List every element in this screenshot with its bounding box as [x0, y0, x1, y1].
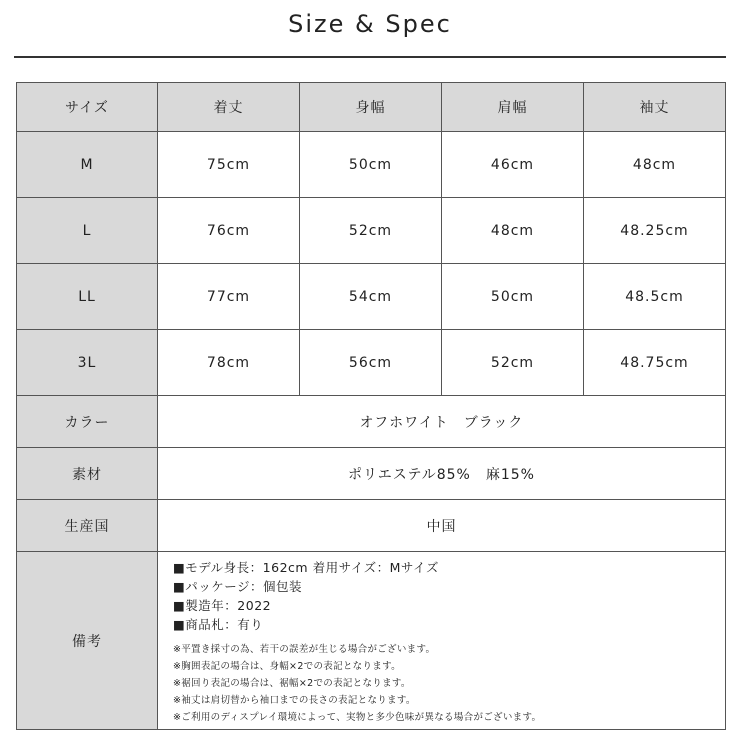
page-title: Size & Spec — [288, 10, 452, 38]
small-note: ※袖丈は肩切替から袖口までの長さの表記となります。 — [173, 695, 416, 706]
notes-content — [158, 552, 726, 730]
origin-value: 中国 — [158, 500, 726, 552]
sleeve-cell: 48.75cm — [584, 330, 726, 396]
table-row — [17, 264, 726, 330]
length-cell: 75cm — [158, 132, 300, 198]
width-cell: 52cm — [300, 198, 442, 264]
color-value: オフホワイト ブラック — [158, 396, 726, 448]
length-cell: 77cm — [158, 264, 300, 330]
material-row — [17, 448, 726, 500]
note-line-year: ■製造年：2022 — [173, 598, 272, 613]
title-divider — [14, 56, 726, 58]
note-line-tag: ■商品札：有り — [173, 617, 264, 632]
table-row — [17, 330, 726, 396]
table-row — [17, 132, 726, 198]
notes-row — [17, 552, 726, 730]
small-note: ※平置き採寸の為、若干の誤差が生じる場合がございます。 — [173, 644, 436, 655]
note-line-model: ■モデル身長：162cm 着用サイズ：Mサイズ — [173, 560, 439, 575]
header-cell-width: 身幅 — [300, 83, 442, 132]
notes-label: 備考 — [17, 552, 158, 730]
table-header-row — [17, 83, 726, 132]
shoulder-cell: 46cm — [442, 132, 584, 198]
origin-row — [17, 500, 726, 552]
size-label-cell: L — [17, 198, 158, 264]
table-row — [17, 198, 726, 264]
size-label-cell: 3L — [17, 330, 158, 396]
small-note: ※胸囲表記の場合は、身幅×2での表記となります。 — [173, 661, 401, 672]
sleeve-cell: 48cm — [584, 132, 726, 198]
shoulder-cell: 50cm — [442, 264, 584, 330]
width-cell: 56cm — [300, 330, 442, 396]
header-cell-length: 着丈 — [158, 83, 300, 132]
small-note: ※裾回り表記の場合は、裾幅×2での表記となります。 — [173, 678, 411, 689]
shoulder-cell: 52cm — [442, 330, 584, 396]
color-label: カラー — [17, 396, 158, 448]
size-spec-table — [16, 82, 726, 730]
sleeve-cell: 48.5cm — [584, 264, 726, 330]
length-cell: 78cm — [158, 330, 300, 396]
sleeve-cell: 48.25cm — [584, 198, 726, 264]
size-label-cell: LL — [17, 264, 158, 330]
small-note: ※ご利用のディスプレイ環境によって、実物と多少色味が異なる場合がございます。 — [173, 712, 542, 723]
header-cell-size: サイズ — [17, 83, 158, 132]
header-cell-shoulder: 肩幅 — [442, 83, 584, 132]
material-value: ポリエステル85% 麻15% — [158, 448, 726, 500]
material-label: 素材 — [17, 448, 158, 500]
shoulder-cell: 48cm — [442, 198, 584, 264]
note-line-package: ■パッケージ：個包装 — [173, 579, 303, 594]
length-cell: 76cm — [158, 198, 300, 264]
width-cell: 54cm — [300, 264, 442, 330]
header-cell-sleeve: 袖丈 — [584, 83, 726, 132]
color-row — [17, 396, 726, 448]
size-label-cell: M — [17, 132, 158, 198]
width-cell: 50cm — [300, 132, 442, 198]
origin-label: 生産国 — [17, 500, 158, 552]
